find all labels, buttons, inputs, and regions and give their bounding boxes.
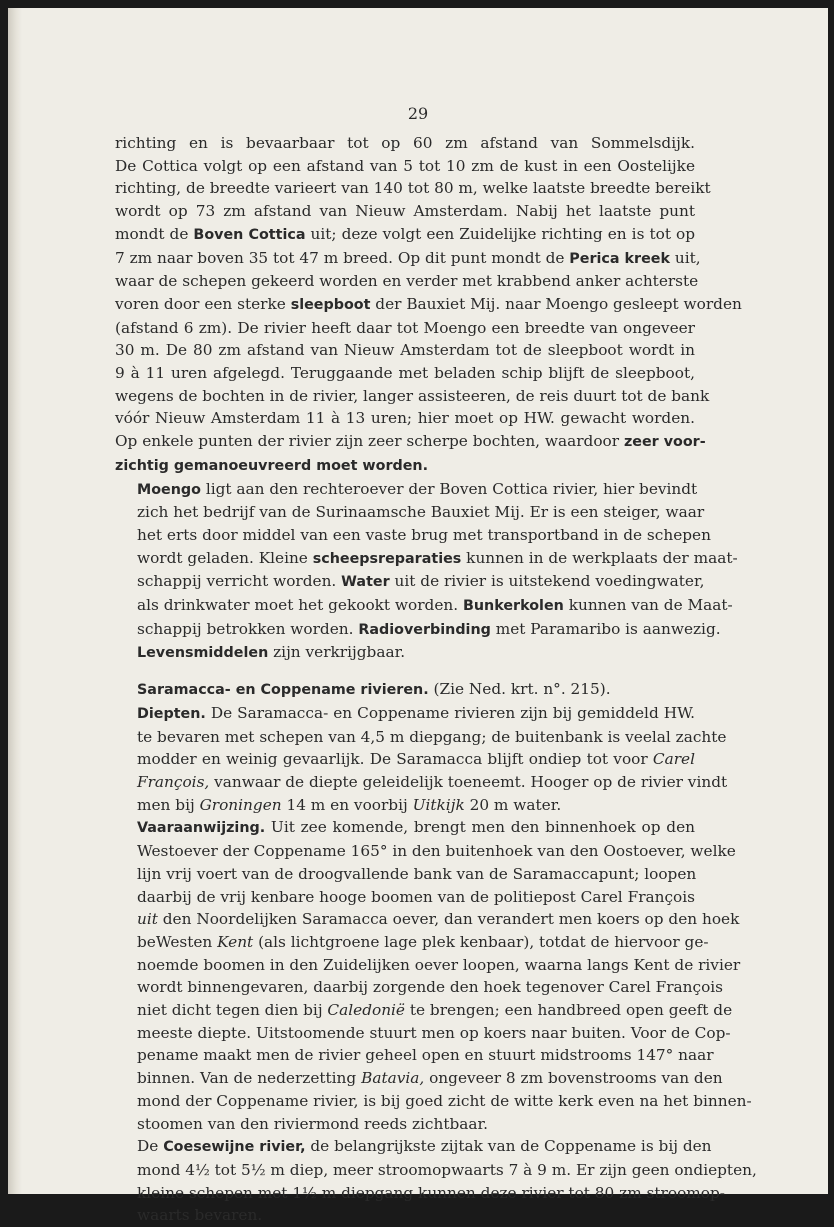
text-line: wordt binnengevaren, daarbij zorgende den hoek tegenover Carel François: [137, 978, 724, 997]
term-scheepsreparaties: scheepsreparaties: [312, 550, 462, 567]
text-line: zichtig gemanoeuvreerd moet worden.: [115, 457, 429, 474]
body-text: [115, 132, 757, 1227]
text-line: schappij betrokken worden. Radioverbinding met Paramaribo is aanwezig.: [137, 619, 721, 638]
term-water: Water: [341, 574, 390, 591]
text-line: daarbij de vrij kenbare hooge boomen van de politiepost Carel François: [137, 887, 695, 906]
text-line: te bevaren met schepen van 4,5 m diepgang; de buitenbank is veelal zachte: [137, 727, 727, 746]
text-line: De Coesewijne rivier, de belangrijkste zijtak van de Coppename is bij den: [137, 1137, 712, 1156]
text-line: Saramacca- en Coppename rivieren. (Zie Ned. krt. n°. 215).: [137, 680, 611, 699]
text-line: noemde boomen in den Zuidelijken oever loopen, waarna langs Kent de rivier: [137, 955, 741, 974]
text-line: meeste diepte. Uitstoomende stuurt men op koers naar buiten. Voor de Cop-: [137, 1023, 731, 1042]
term-levensmiddelen: Levensmiddelen: [137, 645, 269, 662]
text-line: waar de schepen gekeerd worden en verder met krabbend anker achterste: [115, 272, 699, 291]
paragraph-coesewijne: [115, 1135, 757, 1227]
text-line: waarts bevaren.: [137, 1206, 263, 1225]
text-line: Vaaraanwijzing. Uit zee komende, brengt men den binnenhoek op den: [137, 818, 695, 837]
text-line: het erts door middel van een vaste brug met transportband in de schepen: [137, 525, 711, 544]
text-line: richting, de breedte varieert van 140 tot 80 m, welke laatste breedte bereikt: [115, 179, 711, 198]
section-heading-saramacca: [115, 678, 695, 702]
paragraph-vaaraanwijzing: [115, 816, 752, 1135]
text-line: Levensmiddelen zijn verkrijgbaar.: [137, 643, 406, 662]
text-line: niet dicht tegen dien bij Caledonië te brengen; een handbreed open geeft de: [137, 1001, 733, 1020]
text-line: Westoever der Coppename 165° in den buitenhoek van den Oostoever, welke: [137, 842, 736, 861]
term-radioverbinding: Radioverbinding: [358, 621, 491, 638]
text-line: kleine schepen met 1½ m diepgang kunnen deze rivier tot 80 zm stroomop-: [137, 1183, 725, 1202]
text-line: François, vanwaar de diepte geleidelijk toeneemt. Hooger op de rivier vindt: [137, 772, 728, 791]
text-line: lijn vrij voert van de droogvallende bank van de Saramaccapunt; loopen: [137, 864, 697, 883]
text-line: pename maakt men de rivier geheel open en stuurt midstrooms 147° naar: [137, 1046, 714, 1065]
text-line: binnen. Van de nederzetting Batavia, ongeveer 8 zm bovenstrooms van den: [137, 1069, 723, 1088]
text-line: Diepten. De Saramacca- en Coppename rivieren zijn bij gemiddeld HW.: [137, 703, 695, 722]
text-line: wegens de bochten in de rivier, langer assisteeren, de reis duurt tot de bank: [115, 386, 710, 405]
text-line: stoomen van den riviermond reeds zichtbaar.: [137, 1114, 489, 1133]
term-bunkerkolen: Bunkerkolen: [462, 598, 564, 615]
term-sleepboot: sleepboot: [290, 296, 371, 313]
text-line: schappij verricht worden. Water uit de rivier is uitstekend voedingwater,: [137, 572, 705, 591]
text-line: wordt op 73 zm afstand van Nieuw Amsterdam. Nabij het laatste punt: [115, 202, 695, 221]
text-line: 9 à 11 uren afgelegd. Teruggaande met beladen schip blijft de sleepboot,: [115, 364, 695, 383]
paragraph-diepten: [115, 702, 728, 817]
text-line: Moengo ligt aan den rechteroever der Boven Cottica rivier, hier bevindt: [137, 479, 698, 498]
text-line: zich het bedrijf van de Surinaamsche Bauxiet Mij. Er is een steiger, waar: [137, 503, 705, 522]
text-line: mond der Coppename rivier, is bij goed zicht de witte kerk even na het binnen-: [137, 1091, 752, 1110]
heading-saramacca-coppename: Saramacca- en Coppename rivieren.: [137, 682, 429, 699]
term-moengo: Moengo: [137, 481, 201, 498]
text-line: voren door een sterke sleepboot der Bauxiet Mij. naar Moengo gesleept worden: [115, 294, 742, 313]
text-line: De Cottica volgt op een afstand van 5 tot 10 zm de kust in een Oostelijke: [115, 156, 695, 175]
text-line: beWesten Kent (als lichtgroene lage plek kenbaar), totdat de hiervoor ge-: [137, 932, 709, 951]
text-line: Op enkele punten der rivier zijn zeer scherpe bochten, waardoor zeer voor-: [115, 432, 706, 451]
term-zeer-voorzichtig: zeer voor-: [623, 434, 706, 451]
text-line: als drinkwater moet het gekookt worden. Bunkerkolen kunnen van de Maat-: [137, 596, 733, 615]
text-line: modder en weinig gevaarlijk. De Saramacca blijft ondiep tot voor Carel: [137, 750, 695, 769]
text-line: wordt geladen. Kleine scheepsreparaties kunnen in de werkplaats der maat-: [137, 548, 738, 567]
heading-diepten: Diepten.: [137, 705, 206, 722]
text-line: men bij Groningen 14 m en voorbij Uitkijk 20 m water.: [137, 795, 562, 814]
page-number: 29: [407, 104, 429, 123]
text-line: vóór Nieuw Amsterdam 11 à 13 uren; hier moet op HW. gewacht worden.: [115, 409, 695, 428]
term-boven-cottica: Boven Cottica: [193, 226, 306, 243]
paragraph-moengo: [115, 478, 738, 666]
scanned-page: [8, 8, 828, 1225]
text-line: 30 m. De 80 zm afstand van Nieuw Amsterdam tot de sleepboot wordt in: [115, 341, 695, 360]
text-line: 7 zm naar boven 35 tot 47 m breed. Op dit punt mondt de Perica kreek uit,: [115, 248, 701, 267]
term-perica-kreek: Perica kreek: [569, 250, 670, 267]
heading-vaaraanwijzing: Vaaraanwijzing.: [137, 820, 266, 837]
page-spine-shadow: [8, 8, 22, 1194]
text-line: mondt de Boven Cottica uit; deze volgt een Zuidelijke richting en is tot op: [115, 224, 695, 243]
text-line: richting en is bevaarbaar tot op 60 zm afstand van Sommelsdijk.: [115, 134, 695, 152]
text-line: uit den Noordelijken Saramacca oever, dan verandert men koers op den hoek: [137, 910, 740, 929]
term-coesewijne-rivier: Coesewijne rivier,: [163, 1139, 306, 1156]
paragraph-cottica: [115, 132, 742, 478]
text-line: mond 4½ tot 5½ m diep, meer stroomopwaarts 7 à 9 m. Er zijn geen ondiepten,: [137, 1160, 757, 1179]
text-line: (afstand 6 zm). De rivier heeft daar tot Moengo een breedte van ongeveer: [115, 318, 695, 337]
